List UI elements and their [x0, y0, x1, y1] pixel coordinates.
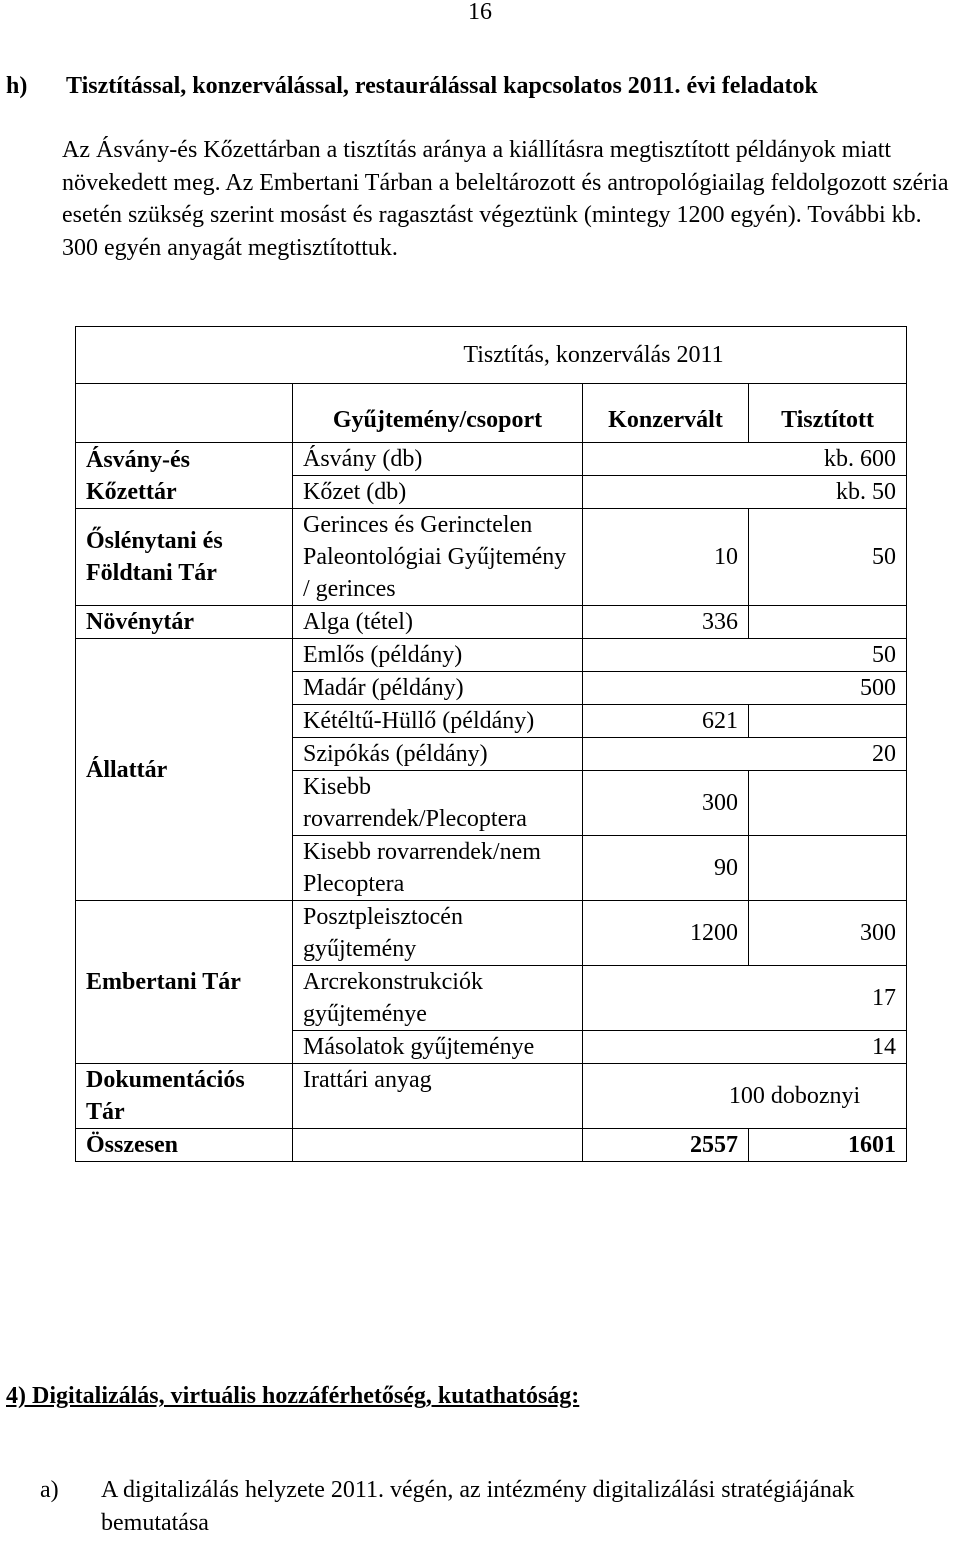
row-group: Kisebb rovarrendek/Plecoptera [293, 771, 583, 836]
unit-oslenytani: Őslénytani és Földtani Tár [76, 509, 293, 606]
table-title: Tisztítás, konzerválás 2011 [76, 327, 907, 384]
row-conserved: 336 [583, 606, 749, 639]
row-group: Emlős (példány) [293, 639, 583, 672]
row-cleaned: kb. 600 [583, 443, 907, 476]
total-cleaned: 1601 [749, 1129, 907, 1162]
section-a [40, 1474, 940, 1540]
row-group: Madár (példány) [293, 672, 583, 705]
row-group: Posztpleisztocén gyűjtemény [293, 901, 583, 966]
row-group: Kőzet (db) [293, 476, 583, 509]
row-conserved: 300 [583, 771, 749, 836]
row-group: Ásvány (db) [293, 443, 583, 476]
unit-dokumentacios: Dokumentációs Tár [76, 1064, 293, 1129]
row-group: Alga (tétel) [293, 606, 583, 639]
header-group: Gyűjtemény/csoport [293, 384, 583, 443]
conservation-table [75, 326, 907, 1162]
row-cleaned [749, 606, 907, 639]
row-cleaned: 14 [583, 1031, 907, 1064]
row-group: Másolatok gyűjteménye [293, 1031, 583, 1064]
unit-asvany: Ásvány-és Kőzettár [76, 443, 293, 509]
row-group: Kisebb rovarrendek/nem Plecoptera [293, 836, 583, 901]
section-a-label: a) [40, 1477, 59, 1503]
row-cleaned: 300 [749, 901, 907, 966]
row-cleaned [749, 836, 907, 901]
row-cleaned [749, 705, 907, 738]
row-cleaned: 20 [583, 738, 907, 771]
section-h-heading [6, 70, 818, 102]
row-cleaned: 500 [583, 672, 907, 705]
header-conserved: Konzervált [583, 384, 749, 443]
table-total-row [76, 1129, 907, 1162]
table-row [76, 443, 907, 476]
row-conserved: 90 [583, 836, 749, 901]
table-row [76, 1064, 907, 1129]
unit-allattar: Állattár [76, 639, 293, 901]
table-row [76, 639, 907, 672]
section-h-title: Tisztítással, konzerválással, restaurálással kapcsolatos 2011. évi feladatok [66, 73, 818, 99]
row-group: Szipókás (példány) [293, 738, 583, 771]
header-cleaned: Tisztított [749, 384, 907, 443]
row-group: Gerinces és Gerinctelen Paleontológiai Gyűjtemény / gerinces [293, 509, 583, 606]
table-header-row [76, 384, 907, 443]
section-4-heading: 4) Digitalizálás, virtuális hozzáférhetőség, kutathatóság: [6, 1383, 580, 1409]
table-row [76, 509, 907, 606]
row-group: Kétéltű-Hüllő (példány) [293, 705, 583, 738]
row-cleaned: 100 doboznyi [583, 1064, 907, 1129]
row-cleaned: 17 [583, 966, 907, 1031]
row-conserved: 1200 [583, 901, 749, 966]
row-group: Irattári anyag [293, 1064, 583, 1129]
section-h-label: h) [6, 73, 28, 99]
row-group: Arcrekonstrukciók gyűjteménye [293, 966, 583, 1031]
section-h-paragraph: Az Ásvány-és Kőzettárban a tisztítás aránya a kiállításra megtisztított példányok miatt növekedett meg. Az Embertani Tárban a beleltározott és antropológiailag feldolgozott széria esetén szükség szerint mosást és ragasztást végeztünk (mintegy 1200 egyén). További kb. 300 egyén anyagát megtisztítottuk. [62, 137, 949, 261]
unit-novenytar: Növénytár [76, 606, 293, 639]
section-a-text: A digitalizálás helyzete 2011. végén, az intézmény digitalizálási stratégiájának bemutatása [101, 1477, 855, 1536]
table-title-row [76, 327, 907, 384]
unit-osszesen: Összesen [76, 1129, 293, 1162]
unit-embertani: Embertani Tár [76, 901, 293, 1064]
table-row [76, 606, 907, 639]
row-cleaned: 50 [583, 639, 907, 672]
row-cleaned: 50 [749, 509, 907, 606]
row-conserved: 10 [583, 509, 749, 606]
row-cleaned: kb. 50 [583, 476, 907, 509]
page-number: 16 [468, 0, 492, 25]
row-conserved: 621 [583, 705, 749, 738]
total-conserved: 2557 [583, 1129, 749, 1162]
row-cleaned [749, 771, 907, 836]
table-row [76, 901, 907, 966]
